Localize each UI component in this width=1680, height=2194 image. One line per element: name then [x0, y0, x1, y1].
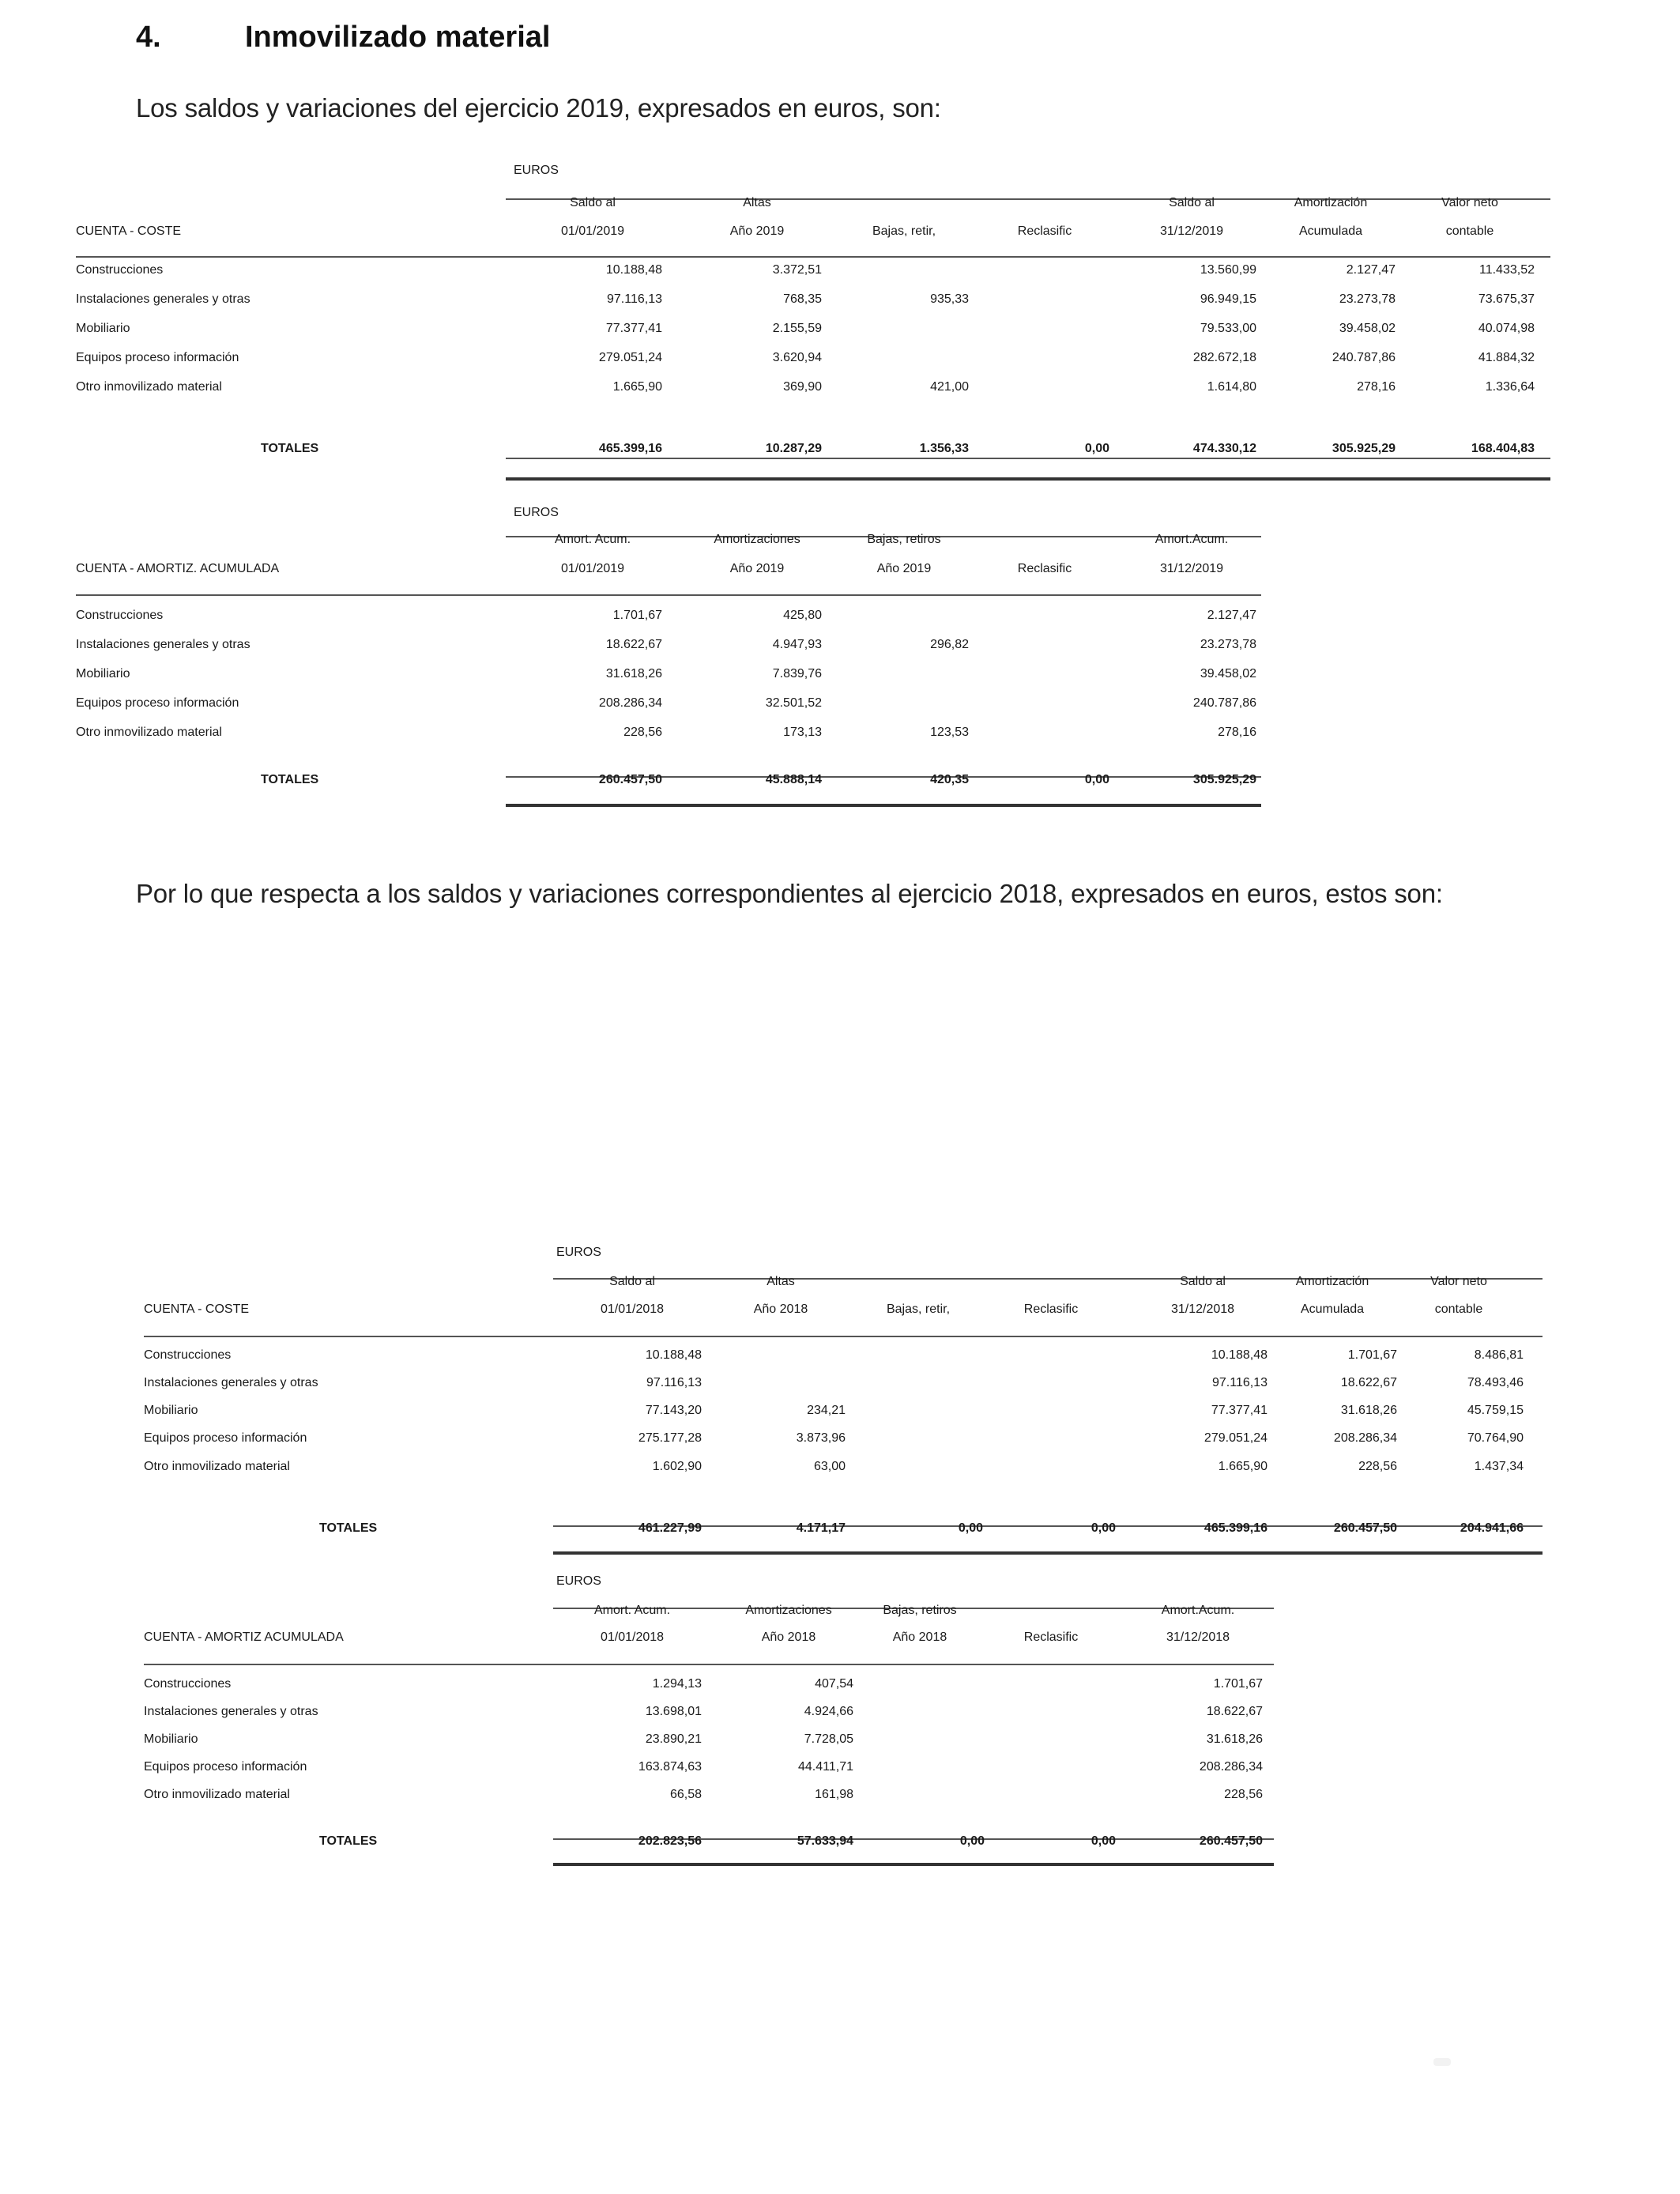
table-cell: 3.873,96: [796, 1431, 846, 1445]
table-cell: 97.116,13: [646, 1376, 702, 1389]
table-cell: 228,56: [1224, 1788, 1263, 1801]
header-bottom-rule: [144, 1336, 1543, 1337]
column-header-top: Amortización: [1295, 1275, 1369, 1288]
row-label: Instalaciones generales y otras: [144, 1705, 318, 1718]
row-label: Equipos proceso información: [144, 1431, 307, 1445]
row-label: Otro inmovilizado material: [144, 1788, 290, 1801]
column-header-bottom: Año 2019: [729, 224, 785, 238]
table-cell: 1.665,90: [1218, 1460, 1268, 1473]
table-cell: 228,56: [1358, 1460, 1397, 1473]
column-header-top: Amortización: [1294, 196, 1368, 209]
column-header-bottom: 31/12/2019: [1159, 224, 1224, 238]
section-title: Inmovilizado material: [245, 21, 551, 54]
table-cell: 1.701,67: [1213, 1677, 1263, 1691]
column-header-top: Altas: [767, 1275, 795, 1288]
table-cell: 123,53: [930, 726, 969, 739]
table-cell: 77.377,41: [605, 322, 662, 335]
row-label: Construcciones: [76, 263, 164, 277]
table-cell: 1.336,64: [1485, 380, 1535, 394]
totals-bottom-rule: [553, 1863, 1274, 1866]
totals-cell: 260.457,50: [598, 773, 662, 786]
table-cell: 18.622,67: [1206, 1705, 1263, 1718]
column-header-top: Valor neto: [1430, 1275, 1487, 1288]
table-cell: 4.924,66: [804, 1705, 853, 1718]
totals-cell: 305.925,29: [1192, 773, 1256, 786]
account-header: CUENTA - COSTE: [76, 224, 182, 238]
row-label: Otro inmovilizado material: [76, 380, 222, 394]
totals-cell: 10.287,29: [765, 442, 822, 455]
table-cell: 11.433,52: [1479, 263, 1535, 277]
column-header-top: Amort.Acum.: [1155, 533, 1229, 546]
table-cell: 2.127,47: [1346, 263, 1396, 277]
totals-label: TOTALES: [319, 1834, 378, 1848]
totals-bottom-rule: [553, 1551, 1543, 1555]
totals-cell: 0,00: [1084, 773, 1109, 786]
column-header-bottom: Año 2018: [753, 1302, 808, 1316]
totals-cell: 465.399,16: [1203, 1521, 1268, 1535]
column-header-bottom: contable: [1445, 224, 1494, 238]
table-cell: 7.839,76: [772, 667, 822, 680]
euros-label: EUROS: [514, 164, 559, 177]
row-label: Otro inmovilizado material: [76, 726, 222, 739]
column-header-bottom: Año 2019: [729, 562, 785, 575]
row-label: Mobiliario: [76, 667, 130, 680]
row-label: Mobiliario: [76, 322, 130, 335]
column-header-bottom: Reclasific: [1017, 562, 1072, 575]
table-cell: 163.874,63: [638, 1760, 702, 1774]
table-cell: 79.533,00: [1200, 322, 1256, 335]
table-cell: 45.759,15: [1467, 1404, 1524, 1417]
table-cell: 279.051,24: [1203, 1431, 1268, 1445]
table-cell: 13.698,01: [645, 1705, 702, 1718]
column-header-bottom: Año 2018: [892, 1630, 947, 1644]
column-header-bottom: contable: [1434, 1302, 1483, 1316]
totals-cell: 461.227,99: [638, 1521, 702, 1535]
header-bottom-rule: [76, 256, 1550, 258]
table-cell: 173,13: [783, 726, 822, 739]
totals-cell: 474.330,12: [1192, 442, 1256, 455]
table-cell: 39.458,02: [1200, 667, 1256, 680]
totals-cell: 465.399,16: [598, 442, 662, 455]
column-header-bottom: 31/12/2018: [1166, 1630, 1230, 1644]
header-bottom-rule: [76, 594, 1261, 596]
column-header-bottom: 01/01/2018: [600, 1302, 665, 1316]
totals-cell: 0,00: [1090, 1521, 1116, 1535]
table-cell: 296,82: [930, 638, 969, 651]
table-cell: 77.143,20: [645, 1404, 702, 1417]
totals-cell: 305.925,29: [1332, 442, 1396, 455]
table-cell: 228,56: [623, 726, 662, 739]
table-cell: 1.437,34: [1474, 1460, 1524, 1473]
table-cell: 1.665,90: [612, 380, 662, 394]
totals-cell: 202.823,56: [638, 1834, 702, 1848]
row-label: Otro inmovilizado material: [144, 1460, 290, 1473]
column-header-bottom: Acumulada: [1300, 1302, 1365, 1316]
table-cell: 10.188,48: [605, 263, 662, 277]
table-cell: 23.273,78: [1339, 292, 1396, 306]
column-header-bottom: Bajas, retir,: [872, 224, 936, 238]
column-header-top: Amortizaciones: [714, 533, 800, 546]
table-cell: 96.949,15: [1200, 292, 1256, 306]
column-header-top: Amort.Acum.: [1161, 1604, 1235, 1617]
column-header-top: Saldo al: [1180, 1275, 1226, 1288]
table-cell: 44.411,71: [798, 1760, 853, 1774]
row-label: Instalaciones generales y otras: [76, 292, 250, 306]
totals-cell: 420,35: [930, 773, 969, 786]
table-cell: 63,00: [813, 1460, 846, 1473]
table-cell: 208.286,34: [598, 696, 662, 710]
table-cell: 32.501,52: [765, 696, 822, 710]
column-header-top: Amort. Acum.: [554, 533, 631, 546]
table-cell: 39.458,02: [1339, 322, 1396, 335]
column-header-bottom: Acumulada: [1298, 224, 1363, 238]
column-header-top: Saldo al: [570, 196, 616, 209]
column-header-bottom: Bajas, retir,: [886, 1302, 951, 1316]
column-header-bottom: Reclasific: [1023, 1302, 1079, 1316]
column-header-top: Valor neto: [1441, 196, 1498, 209]
totals-cell: 204.941,66: [1460, 1521, 1524, 1535]
table-cell: 208.286,34: [1199, 1760, 1263, 1774]
column-header-bottom: Reclasific: [1023, 1630, 1079, 1644]
scan-mark: [1433, 2058, 1451, 2066]
table-cell: 23.273,78: [1200, 638, 1256, 651]
table-cell: 77.377,41: [1211, 1404, 1268, 1417]
table-cell: 66,58: [669, 1788, 702, 1801]
column-header-top: Altas: [743, 196, 771, 209]
table-cell: 7.728,05: [804, 1732, 853, 1746]
table-cell: 8.486,81: [1474, 1348, 1524, 1362]
column-header-bottom: 01/01/2018: [600, 1630, 665, 1644]
table-cell: 425,80: [783, 609, 822, 622]
table-cell: 278,16: [1218, 726, 1256, 739]
table-cell: 40.074,98: [1478, 322, 1535, 335]
column-header-top: Bajas, retiros: [883, 1604, 957, 1617]
table-cell: 10.188,48: [645, 1348, 702, 1362]
table-cell: 97.116,13: [1212, 1376, 1268, 1389]
row-label: Construcciones: [144, 1348, 232, 1362]
table-cell: 73.675,37: [1478, 292, 1535, 306]
table-cell: 78.493,46: [1467, 1376, 1524, 1389]
table-cell: 935,33: [930, 292, 969, 306]
row-label: Mobiliario: [144, 1732, 198, 1746]
euros-label: EUROS: [556, 1246, 601, 1259]
totals-label: TOTALES: [261, 773, 319, 786]
table-cell: 10.188,48: [1211, 1348, 1268, 1362]
table-cell: 161,98: [815, 1788, 853, 1801]
column-header-top: Amort. Acum.: [593, 1604, 671, 1617]
column-header-bottom: Reclasific: [1017, 224, 1072, 238]
table-cell: 18.622,67: [605, 638, 662, 651]
column-header-bottom: Año 2018: [761, 1630, 816, 1644]
row-label: Construcciones: [144, 1677, 232, 1691]
totals-cell: 260.457,50: [1199, 1834, 1263, 1848]
intro-2018: Por lo que respecta a los saldos y variaciones correspondientes al ejercicio 2018, expresados en euros, estos son:: [136, 879, 1443, 908]
row-label: Instalaciones generales y otras: [76, 638, 250, 651]
table-cell: 31.618,26: [1340, 1404, 1397, 1417]
table-cell: 4.947,93: [772, 638, 822, 651]
table-cell: 3.620,94: [772, 351, 822, 364]
table-cell: 13.560,99: [1200, 263, 1256, 277]
table-cell: 768,35: [783, 292, 822, 306]
table-cell: 421,00: [930, 380, 969, 394]
table-cell: 23.890,21: [645, 1732, 702, 1746]
table-cell: 3.372,51: [772, 263, 822, 277]
totals-cell: 57.633,94: [797, 1834, 853, 1848]
header-bottom-rule: [144, 1664, 1274, 1665]
table-cell: 240.787,86: [1192, 696, 1256, 710]
column-header-top: Bajas, retiros: [867, 533, 941, 546]
table-cell: 407,54: [815, 1677, 853, 1691]
table-cell: 1.701,67: [1347, 1348, 1397, 1362]
column-header-bottom: 01/01/2019: [560, 224, 625, 238]
row-label: Instalaciones generales y otras: [144, 1376, 318, 1389]
table-cell: 31.618,26: [605, 667, 662, 680]
table-cell: 278,16: [1357, 380, 1396, 394]
column-header-bottom: Año 2019: [876, 562, 932, 575]
row-label: Equipos proceso información: [144, 1760, 307, 1774]
totals-cell: 45.888,14: [765, 773, 822, 786]
table-cell: 31.618,26: [1206, 1732, 1263, 1746]
totals-cell: 4.171,17: [796, 1521, 846, 1535]
table-cell: 2.127,47: [1207, 609, 1256, 622]
table-cell: 275.177,28: [638, 1431, 702, 1445]
column-header-bottom: 31/12/2018: [1170, 1302, 1235, 1316]
totals-cell: 260.457,50: [1333, 1521, 1397, 1535]
account-header: CUENTA - AMORTIZ. ACUMULADA: [76, 562, 280, 575]
euros-label: EUROS: [514, 506, 559, 519]
table-cell: 279.051,24: [598, 351, 662, 364]
section-heading: [136, 21, 550, 55]
totals-bottom-rule: [506, 477, 1550, 481]
table-cell: 1.294,13: [652, 1677, 702, 1691]
totals-label: TOTALES: [319, 1521, 378, 1535]
euros-label: EUROS: [556, 1574, 601, 1588]
table-cell: 369,90: [783, 380, 822, 394]
totals-cell: 0,00: [1090, 1834, 1116, 1848]
table-cell: 41.884,32: [1478, 351, 1535, 364]
table-cell: 1.602,90: [652, 1460, 702, 1473]
account-header: CUENTA - AMORTIZ ACUMULADA: [144, 1630, 344, 1644]
table-cell: 1.614,80: [1207, 380, 1256, 394]
totals-bottom-rule: [506, 804, 1261, 807]
row-label: Mobiliario: [144, 1404, 198, 1417]
totals-label: TOTALES: [261, 442, 319, 455]
row-label: Equipos proceso información: [76, 696, 239, 710]
account-header: CUENTA - COSTE: [144, 1302, 250, 1316]
table-cell: 240.787,86: [1332, 351, 1396, 364]
column-header-top: Saldo al: [609, 1275, 655, 1288]
totals-cell: 0,00: [1084, 442, 1109, 455]
table-cell: 1.701,67: [612, 609, 662, 622]
totals-cell: 0,00: [958, 1521, 983, 1535]
column-header-top: Amortizaciones: [745, 1604, 832, 1617]
totals-cell: 0,00: [959, 1834, 985, 1848]
table-cell: 70.764,90: [1467, 1431, 1524, 1445]
table-cell: 18.622,67: [1340, 1376, 1397, 1389]
table-cell: 2.155,59: [772, 322, 822, 335]
column-header-bottom: 01/01/2019: [560, 562, 625, 575]
table-cell: 282.672,18: [1192, 351, 1256, 364]
intro-2019: Los saldos y variaciones del ejercicio 2019, expresados en euros, son:: [136, 93, 941, 123]
table-cell: 97.116,13: [607, 292, 662, 306]
section-number: 4.: [136, 21, 161, 54]
totals-cell: 1.356,33: [919, 442, 969, 455]
row-label: Equipos proceso información: [76, 351, 239, 364]
column-header-bottom: 31/12/2019: [1159, 562, 1224, 575]
row-label: Construcciones: [76, 609, 164, 622]
totals-cell: 168.404,83: [1471, 442, 1535, 455]
table-cell: 234,21: [807, 1404, 846, 1417]
column-header-top: Saldo al: [1169, 196, 1215, 209]
table-cell: 208.286,34: [1333, 1431, 1397, 1445]
